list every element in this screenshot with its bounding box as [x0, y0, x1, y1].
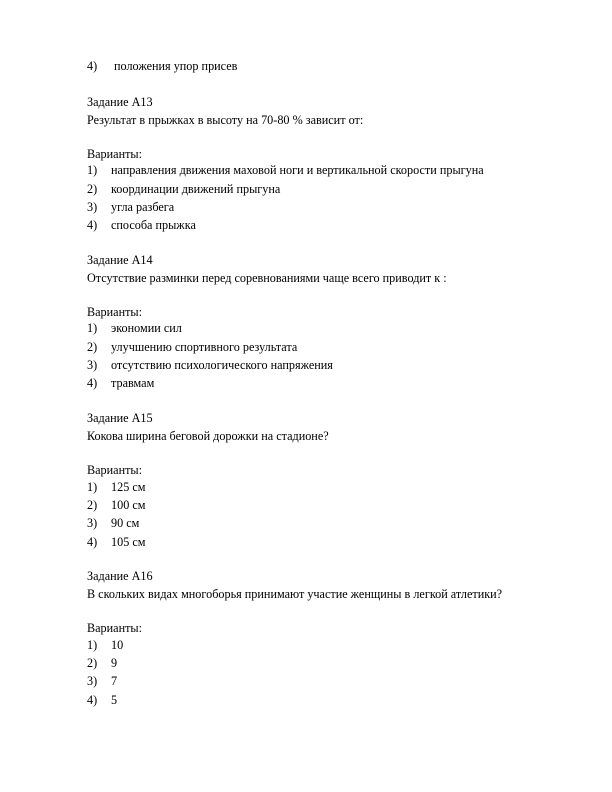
- question-text-a13: Результат в прыжках в высоту на 70-80 % зависит от:: [87, 113, 364, 127]
- option-number: 3): [87, 358, 98, 372]
- option-number: 3): [87, 200, 98, 214]
- option-number: 2): [87, 656, 98, 670]
- option-number: 4): [87, 693, 98, 707]
- option-text: 10: [111, 638, 124, 652]
- option-a16-4: [87, 692, 117, 708]
- option-number: 2): [87, 340, 98, 354]
- option-a14-1: [87, 320, 182, 336]
- option-number: 1): [87, 321, 98, 335]
- option-text: 5: [111, 693, 118, 707]
- question-text-a16: В скольких видах многоборья принимают участие женщины в легкой атлетики?: [87, 587, 503, 601]
- option-text: 105 см: [111, 535, 146, 549]
- option-a13-3: [87, 199, 174, 215]
- option-text: 100 см: [111, 498, 146, 512]
- question-title-a14: Задание А14: [87, 253, 153, 267]
- question-title-a15: Задание А15: [87, 411, 153, 425]
- option-a16-3: [87, 673, 117, 689]
- option-a15-3: [87, 515, 139, 531]
- option-number: 4): [87, 376, 98, 390]
- option-text: 7: [111, 674, 118, 688]
- option-number: 4): [87, 535, 98, 549]
- variants-label-a15: Варианты:: [87, 463, 142, 477]
- variants-label-a13: Варианты:: [87, 147, 142, 161]
- option-a13-4: [87, 217, 196, 233]
- option-text: 9: [111, 656, 118, 670]
- option-text: 90 см: [111, 516, 140, 530]
- option-number: 1): [87, 638, 98, 652]
- option-text: угла разбега: [111, 200, 175, 214]
- option-number: 4): [87, 218, 98, 232]
- option-a13-2: [87, 181, 280, 197]
- option-number: 3): [87, 674, 98, 688]
- variants-label-a16: Варианты:: [87, 621, 142, 635]
- option-a16-1: [87, 637, 123, 653]
- option-number: 4): [87, 59, 98, 73]
- question-text-a14: Отсутствие разминки перед соревнованиями чаще всего приводит к :: [87, 271, 447, 285]
- question-title-a16: Задание А16: [87, 569, 153, 583]
- option-text: положения упор присев: [114, 59, 238, 73]
- option-a15-2: [87, 497, 145, 513]
- option-text: отсутствию психологического напряжения: [111, 358, 333, 372]
- option-text: координации движений прыгуна: [111, 182, 281, 196]
- option-number: 1): [87, 480, 98, 494]
- question-text-a15: Кокова ширина беговой дорожки на стадионе?: [87, 429, 329, 443]
- option-text: направления движения маховой ноги и вертикальной скорости прыгуна: [111, 163, 484, 177]
- option-text: улучшению спортивного результата: [111, 340, 298, 354]
- option-a14-4: [87, 375, 154, 391]
- question-title-a13: Задание А13: [87, 95, 153, 109]
- option-a16-2: [87, 655, 117, 671]
- option-a15-4: [87, 534, 145, 550]
- option-text: 125 см: [111, 480, 146, 494]
- option-number: 3): [87, 516, 98, 530]
- option-text: травмам: [111, 376, 155, 390]
- option-number: 2): [87, 498, 98, 512]
- option-a13-1: [87, 162, 484, 178]
- variants-label-a14: Варианты:: [87, 305, 142, 319]
- option-a14-2: [87, 339, 297, 355]
- option-text: экономии сил: [111, 321, 182, 335]
- option-a14-3: [87, 357, 333, 373]
- option-text: способа прыжка: [111, 218, 196, 232]
- option-number: 1): [87, 163, 98, 177]
- option-number: 2): [87, 182, 98, 196]
- prev-option-4: [87, 58, 237, 74]
- option-a15-1: [87, 479, 145, 495]
